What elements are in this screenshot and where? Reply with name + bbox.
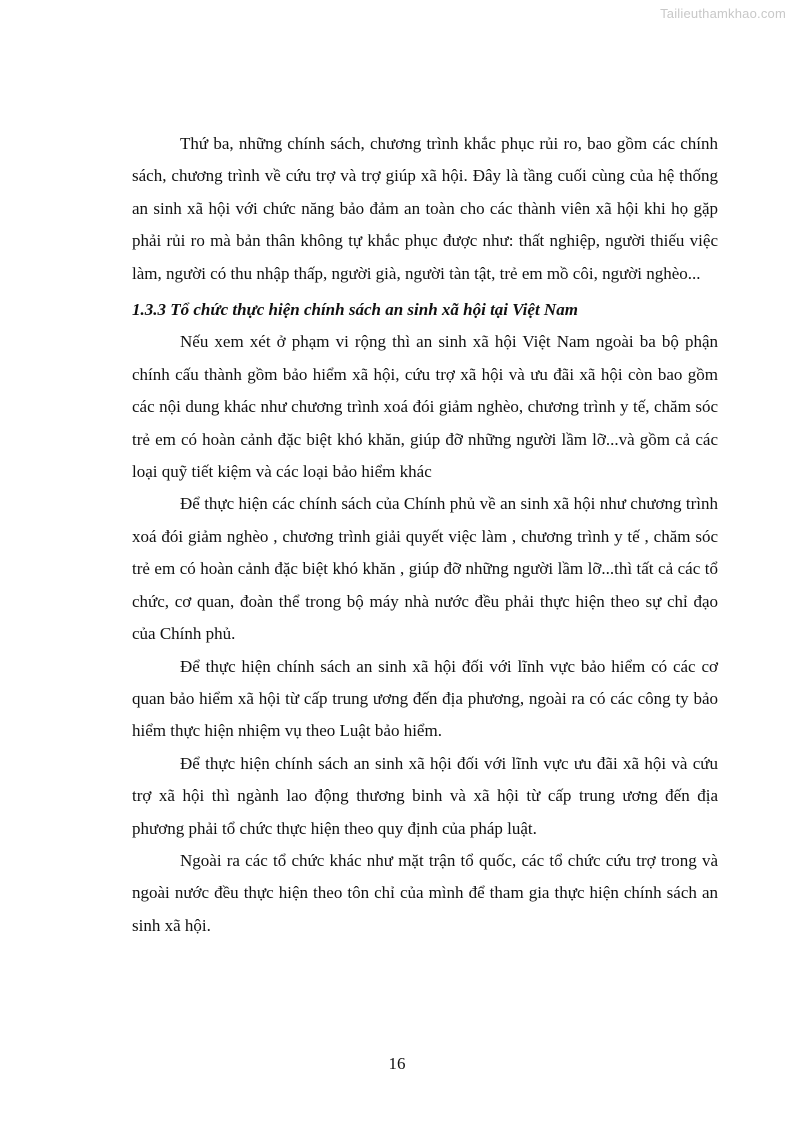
section-heading: 1.3.3 Tổ chức thực hiện chính sách an sinh xã hội tại Việt Nam [132, 300, 578, 320]
paragraph-insurance-agencies: Để thực hiện chính sách an sinh xã hội đối với lĩnh vực bảo hiểm có các cơ quan bảo hiểm xã hội từ cấp trung ương đến địa phương, ngoài ra có các công ty bảo hiểm thực hiện nhiệm vụ theo Luật bảo hiểm. [132, 656, 718, 741]
page-number: 16 [388, 1054, 406, 1073]
site-watermark: Tailieuthamkhao.com [660, 6, 786, 21]
paragraph-labour-ministry: Để thực hiện chính sách an sinh xã hội đối với lĩnh vực ưu đãi xã hội và cứu trợ xã hội thì ngành lao động thương binh và xã hội từ cấp trung ương đến địa phương phải tổ chức thực hiện theo quy định của pháp luật. [132, 753, 718, 838]
paragraph-risk-policies: Thứ ba, những chính sách, chương trình khắc phục rủi ro, bao gồm các chính sách, chương trình về cứu trợ và trợ giúp xã hội. Đây là tầng cuối cùng của hệ thống an sinh xã hội với chức năng bảo đảm an toàn cho các thành viên xã hội khi họ gặp phải rủi ro mà bản thân không tự khắc phục được như: thất nghiệp, người thiếu việc làm, người có thu nhập thấp, người già, người tàn tật, trẻ em mồ côi, người nghèo... [132, 134, 718, 283]
page-body [132, 128, 718, 942]
paragraph-government-direction: Để thực hiện các chính sách của Chính phủ về an sinh xã hội như chương trình xoá đói giảm nghèo , chương trình giải quyết việc làm , chương trình y tế , chăm sóc trẻ em có hoàn cảnh đặc biệt khó khăn , giúp đỡ những người lầm lỡ...thì tất cả các tổ chức, cơ quan, đoàn thể trong bộ máy nhà nước đều phải thực hiện theo sự chỉ đạo của Chính phủ. [132, 494, 718, 644]
paragraph-broad-scope: Nếu xem xét ở phạm vi rộng thì an sinh xã hội Việt Nam ngoài ba bộ phận chính cấu thành gồm bảo hiểm xã hội, cứu trợ xã hội và ưu đãi xã hội còn bao gồm các nội dung khác như chương trình xoá đói giảm nghèo, chương trình y tế, chăm sóc trẻ em có hoàn cảnh đặc biệt khó khăn, giúp đỡ những người lầm lỡ...và gồm cả các loại quỹ tiết kiệm và các loại bảo hiểm khác [132, 332, 718, 482]
paragraph-other-organizations: Ngoài ra các tổ chức khác như mặt trận tổ quốc, các tổ chức cứu trợ trong và ngoài nước đều thực hiện theo tôn chỉ của mình để tham gia thực hiện chính sách an sinh xã hội. [132, 850, 718, 935]
